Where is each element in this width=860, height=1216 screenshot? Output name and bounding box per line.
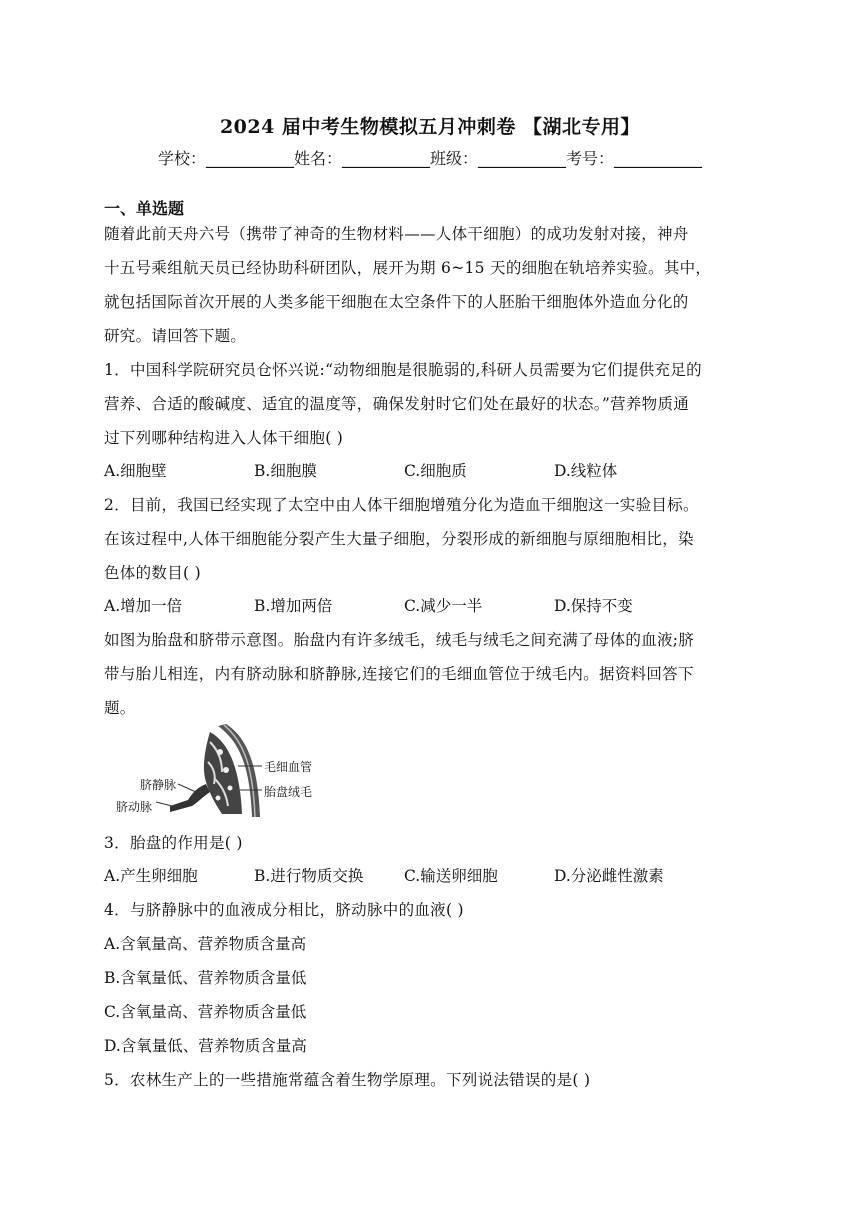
- q4-option-a: A.含氧量高、营养物质含量高: [104, 935, 307, 953]
- label-capillary: 毛细血管: [264, 760, 313, 774]
- q2-option-a: A.增加一倍: [104, 597, 183, 615]
- label-villi: 胎盘绒毛: [264, 785, 313, 799]
- q4-stem: 4．与脐静脉中的血液成分相比，脐动脉中的血液( ): [104, 901, 464, 919]
- q2-option-b: B.增加两倍: [254, 597, 333, 615]
- q1-stem-line: 营养、合适的酸碱度、适宜的温度等，确保发射时它们处在最好的状态。”营养物质通: [104, 395, 690, 413]
- label-umbilical-artery: 脐动脉: [116, 800, 153, 814]
- q1-option-b: B.细胞膜: [254, 462, 317, 480]
- q1-option-a: A.细胞壁: [104, 462, 167, 480]
- q2-stem-line: 色体的数目( ): [104, 564, 201, 582]
- passage1-line: 就包括国际首次开展的人类多能干细胞在太空条件下的人胚胎干细胞体外造血分化的: [104, 293, 689, 311]
- q2-stem-line: 2．目前，我国已经实现了太空中由人体干细胞增殖分化为造血干细胞这一实验目标。: [104, 496, 699, 514]
- q1-stem-line: 过下列哪种结构进入人体干细胞( ): [104, 429, 344, 447]
- passage2-line: 带与胎儿相连，内有脐动脉和脐静脉,连接它们的毛细血管位于绒毛内。据资料回答下: [104, 665, 694, 683]
- q1-stem-line: 1．中国科学院研究员仓怀兴说:“动物细胞是很脆弱的,科研人员需要为它们提供充足的: [104, 361, 702, 379]
- passage2-line: 如图为胎盘和脐带示意图。胎盘内有许多绒毛，绒毛与绒毛之间充满了母体的血液;脐: [104, 631, 695, 649]
- q3-option-c: C.输送卵细胞: [404, 867, 498, 885]
- passage2-line: 题。: [104, 699, 136, 717]
- q4-option-c: C.含氧量高、营养物质含量低: [104, 1003, 307, 1021]
- section-title: 一、单选题: [104, 199, 185, 218]
- q1-option-d: D.线粒体: [554, 462, 618, 480]
- exam-title: 2024 届中考生物模拟五月冲刺卷 【湖北专用】: [219, 116, 641, 138]
- q1-option-c: C.细胞质: [404, 462, 467, 480]
- passage1-line: 十五号乘组航天员已经协助科研团队，展开为期 6~15 天的细胞在轨培养实验。其中，: [104, 259, 712, 277]
- passage1-line: 研究。请回答下题。: [104, 327, 247, 345]
- q2-option-d: D.保持不变: [554, 597, 633, 615]
- passage1-line: 随着此前天舟六号（携带了神奇的生物材料——人体干细胞）的成功发射对接，神舟: [104, 225, 689, 243]
- q3-option-b: B.进行物质交换: [254, 867, 364, 885]
- q3-option-d: D.分泌雌性激素: [554, 867, 664, 885]
- q5-stem: 5．农林生产上的一些措施常蕴含着生物学原理。下列说法错误的是( ): [104, 1071, 591, 1089]
- label-umbilical-vein: 脐静脉: [140, 778, 177, 792]
- q3-option-a: A.产生卵细胞: [104, 867, 198, 885]
- student-info-line: 学校：___________姓名：___________班级：___________考号：___________: [157, 149, 702, 168]
- q4-option-d: D.含氧量低、营养物质含量高: [104, 1037, 307, 1055]
- q2-option-c: C.减少一半: [404, 597, 483, 615]
- vein-pointer: [178, 784, 196, 792]
- placenta-diagram: [110, 722, 340, 822]
- artery-pointer: [156, 802, 172, 806]
- q3-stem: 3．胎盘的作用是( ): [104, 834, 243, 852]
- q2-stem-line: 在该过程中,人体干细胞能分裂产生大量子细胞，分裂形成的新细胞与原细胞相比，染: [104, 530, 694, 548]
- q4-option-b: B.含氧量低、营养物质含量低: [104, 969, 307, 987]
